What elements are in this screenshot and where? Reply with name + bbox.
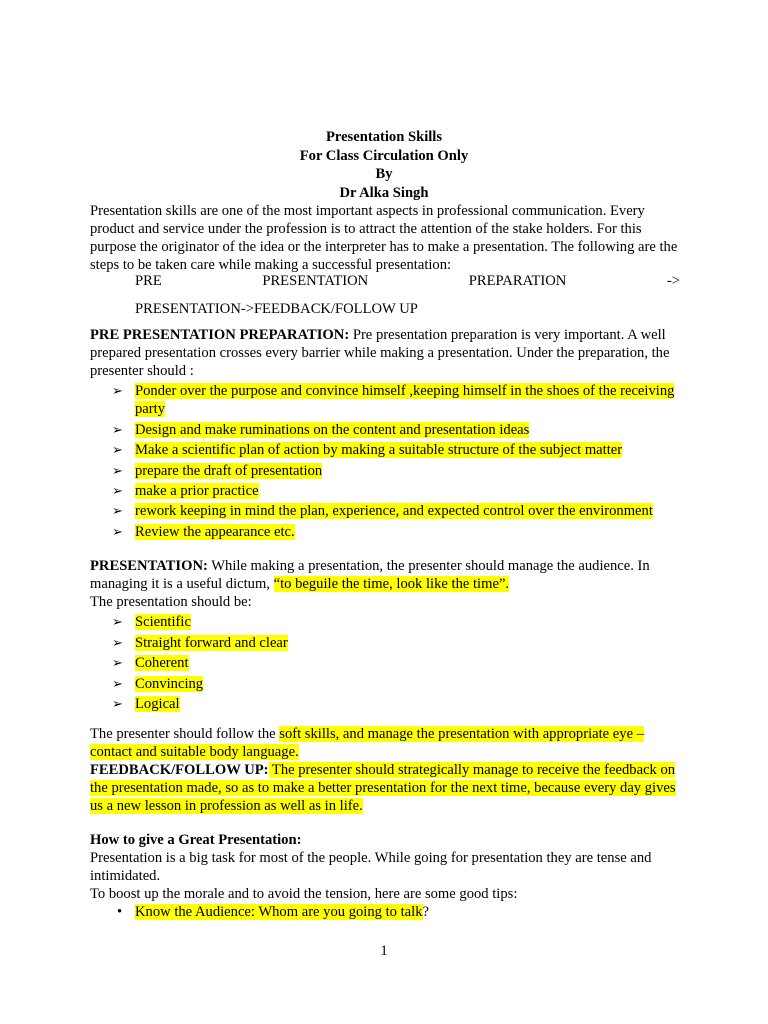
list-item xyxy=(90,675,680,693)
list-item xyxy=(90,502,680,520)
pre-presentation-text: Pre presentation preparation is very important. A well prepared presentation crosses every barrier while making a presentation. Under the preparation, the presenter should : xyxy=(90,327,670,379)
arrow-bullet-icon: ➢ xyxy=(112,383,123,399)
step-word-pre: PRE xyxy=(135,273,162,289)
list-item-text: make a prior practice xyxy=(135,482,259,499)
byline-label: By xyxy=(375,166,393,182)
presentation-section xyxy=(90,557,680,713)
list-item xyxy=(90,441,680,459)
pre-presentation-paragraph xyxy=(90,326,680,380)
list-item-text: Coherent xyxy=(135,655,189,672)
step-arrow: -> xyxy=(666,273,680,289)
feedback-heading: FEEDBACK/FOLLOW UP: xyxy=(90,762,269,778)
list-item xyxy=(90,903,680,921)
arrow-bullet-icon: ➢ xyxy=(112,523,123,539)
arrow-bullet-icon: ➢ xyxy=(112,482,123,498)
document-subtitle: For Class Circulation Only xyxy=(299,147,469,164)
arrow-bullet-icon: ➢ xyxy=(112,421,123,437)
great-presentation-heading-text: How to give a Great Presentation: xyxy=(90,832,302,848)
list-item-text: Straight forward and clear xyxy=(135,634,288,651)
arrow-bullet-icon: ➢ xyxy=(112,655,123,671)
list-item-text: Scientific xyxy=(135,614,191,631)
list-item-text: Convincing xyxy=(135,675,204,692)
list-item-text: Ponder over the purpose and convince himself ,keeping himself in the shoes of the receiving party xyxy=(135,383,675,418)
list-item-text: Logical xyxy=(135,695,180,712)
list-item xyxy=(90,462,680,480)
list-item-text: Make a scientific plan of action by making a suitable structure of the subject matter xyxy=(135,442,623,459)
great-presentation-text: Presentation is a big task for most of the people. While going for presentation they are tense and intimidated. xyxy=(90,850,652,884)
presentation-qualities-list xyxy=(90,613,680,713)
list-item-text: prepare the draft of presentation xyxy=(135,462,323,479)
intro-paragraph: Presentation skills are one of the most important aspects in professional communication. Every product and service under the profession is to attract the attention of the stake holders. For this purpose the originator of the idea or the interpreter has to make a presentation. The following are the steps to be taken care while making a successful presentation: xyxy=(90,203,678,273)
presentation-should-be: The presentation should be: xyxy=(90,594,252,610)
tips-list xyxy=(90,903,680,921)
list-item xyxy=(90,634,680,652)
pre-presentation-heading: PRE PRESENTATION PREPARATION: xyxy=(90,327,350,343)
arrow-bullet-icon: ➢ xyxy=(112,614,123,630)
soft-skills-highlight: soft skills, and manage the presentation with appropriate eye – contact and suitable body language. xyxy=(90,726,645,760)
list-item xyxy=(90,421,680,439)
page-number: 1 xyxy=(380,943,388,959)
list-item-text: rework keeping in mind the plan, experience, and expected control over the environment xyxy=(135,503,653,520)
presentation-heading: PRESENTATION: xyxy=(90,558,208,574)
list-item xyxy=(90,654,680,672)
feedback-text: The presenter should strategically manage to receive the feedback on the presentation made, so as to make a better presentation for the next time, because every day gives us a new lesson in profession as well as in life. xyxy=(90,762,676,814)
soft-skills-section xyxy=(90,725,680,815)
list-item xyxy=(90,523,680,541)
steps-flow xyxy=(135,272,680,318)
title-block xyxy=(0,128,768,202)
arrow-bullet-icon: ➢ xyxy=(112,634,123,650)
author-name: Dr Alka Singh xyxy=(339,184,429,201)
document-title: Presentation Skills xyxy=(325,129,443,145)
step-word-presentation: PRESENTATION xyxy=(262,273,369,289)
list-item xyxy=(90,382,680,418)
tips-intro: To boost up the morale and to avoid the tension, here are some good tips: xyxy=(90,886,518,902)
great-presentation-heading xyxy=(90,831,680,849)
feedback-paragraph xyxy=(90,761,680,815)
list-item xyxy=(90,695,680,713)
steps-line-1 xyxy=(135,272,680,290)
arrow-bullet-icon: ➢ xyxy=(112,695,123,711)
arrow-bullet-icon: ➢ xyxy=(112,503,123,519)
list-item-text: Design and make ruminations on the content and presentation ideas xyxy=(135,421,530,438)
steps-line-2: PRESENTATION->FEEDBACK/FOLLOW UP xyxy=(135,301,418,317)
arrow-bullet-icon: ➢ xyxy=(112,442,123,458)
list-item xyxy=(90,482,680,500)
list-item xyxy=(90,613,680,631)
pre-presentation-section xyxy=(90,326,680,541)
presentation-quote: “to beguile the time, look like the time”. xyxy=(273,576,510,592)
list-item-text: Review the appearance etc. xyxy=(135,523,295,540)
tip-text: Know the Audience: Whom are you going to talk xyxy=(135,904,423,920)
arrow-bullet-icon: ➢ xyxy=(112,675,123,691)
great-presentation-section xyxy=(90,831,680,921)
presentation-paragraph xyxy=(90,557,680,593)
soft-skills-paragraph xyxy=(90,725,680,761)
arrow-bullet-icon: ➢ xyxy=(112,462,123,478)
tip-end: ? xyxy=(422,904,429,920)
step-word-preparation: PREPARATION xyxy=(468,273,567,289)
presentation-text: While making a presentation, the presenter should manage the audience. In managing it is a useful dictum, xyxy=(90,558,650,592)
dot-bullet-icon: • xyxy=(117,904,123,920)
soft-skills-lead: The presenter should follow the xyxy=(90,726,280,742)
pre-presentation-list xyxy=(90,382,680,540)
